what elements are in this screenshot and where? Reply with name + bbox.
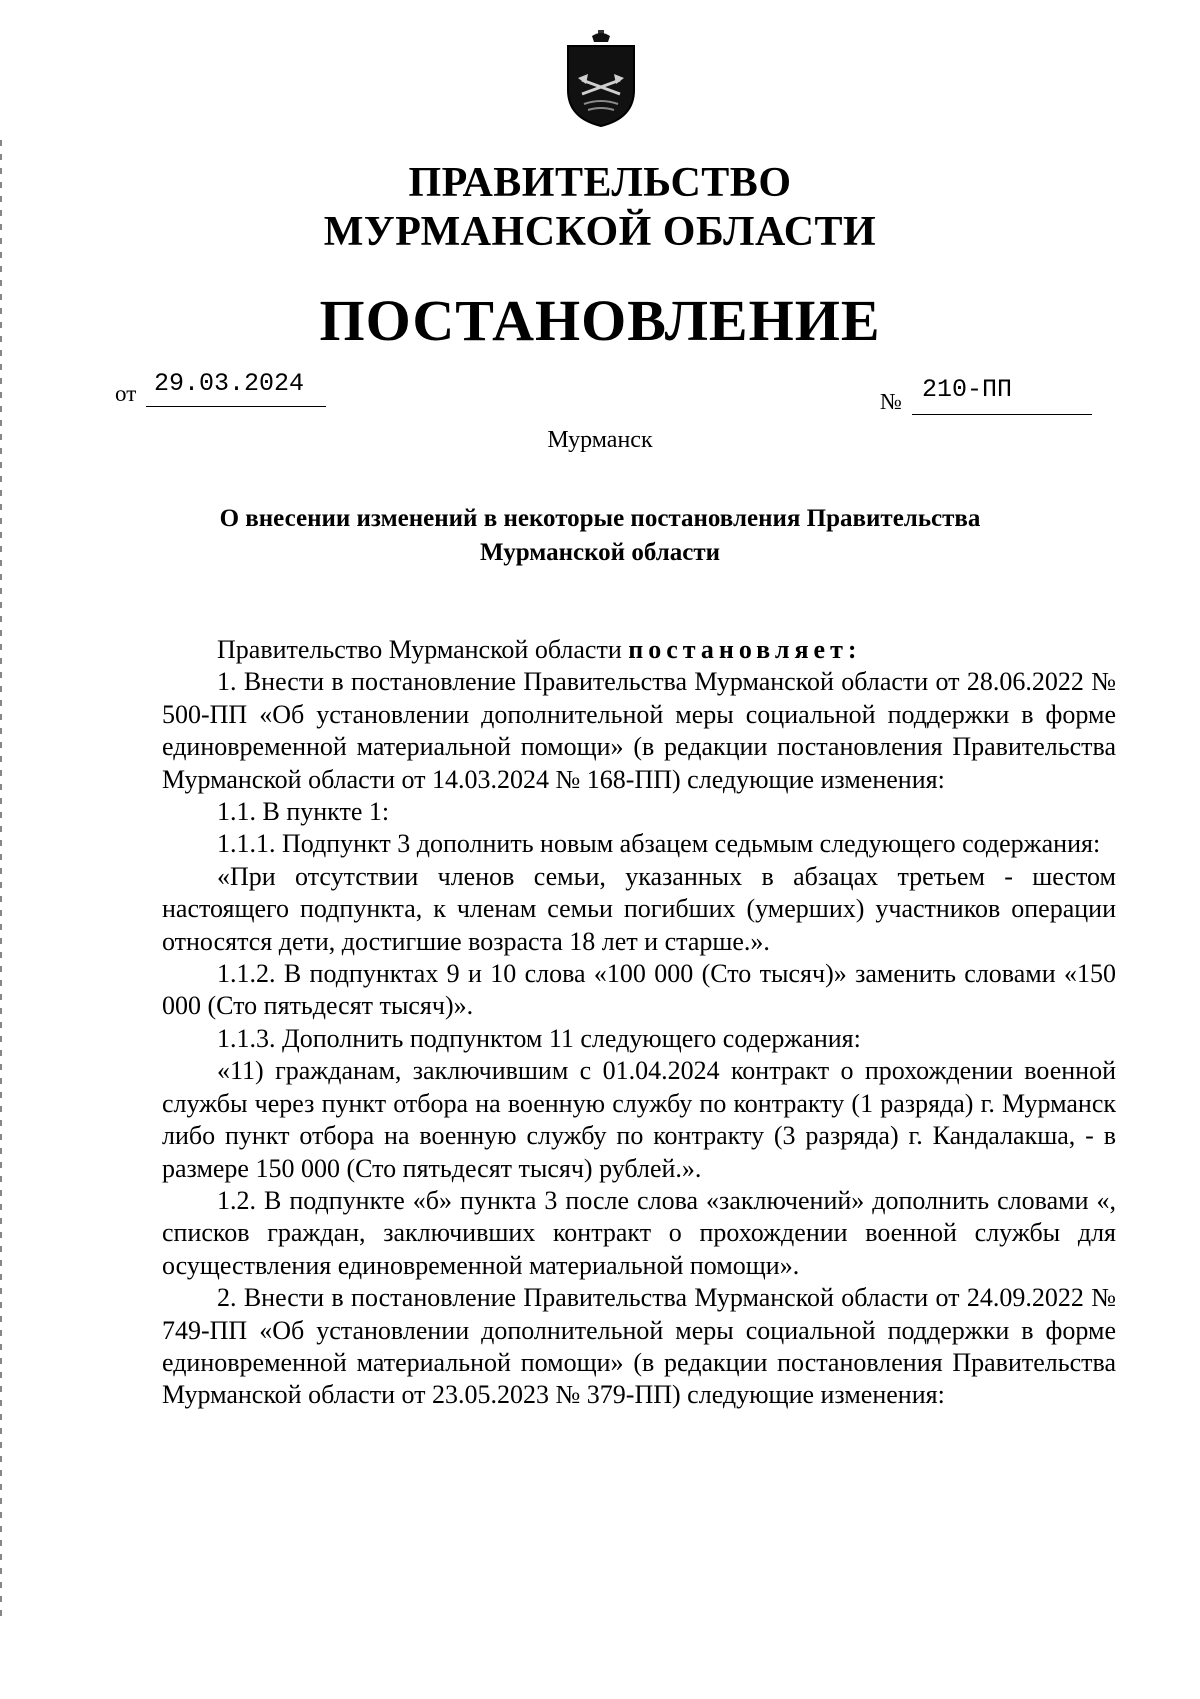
- intro-paragraph: [162, 634, 1116, 666]
- scan-edge-mark: [0, 140, 2, 1620]
- document-number: 210-ПП: [912, 373, 1092, 415]
- paragraph-1-1-2: 1.1.2. В подпунктах 9 и 10 слова «100 000 (Сто тысяч)» заменить словами «150 000 (Сто пятьдесят тысяч)».: [162, 959, 1116, 1021]
- organization-name-line2: МУРМАНСКОЙ ОБЛАСТИ: [323, 209, 877, 255]
- document-date: 29.03.2024: [146, 367, 326, 407]
- document-body: [162, 634, 1116, 1412]
- paragraph-1: 1. Внести в постановление Правительства Мурманской области от 28.06.2022 № 500-ПП «Об установлении дополнительной меры социальной поддержки в форме единовременной материальной помощи» (в редакции постановления Правительства Мурманской области от 14.03.2024 № 168-ПП) следующие изменения:: [162, 667, 1116, 794]
- document-title: [150, 502, 1050, 570]
- murmansk-coat-of-arms-icon: [562, 28, 640, 128]
- intro-emphasis: постановляет:: [628, 635, 862, 664]
- paragraph-1-1-3: 1.1.3. Дополнить подпунктом 11 следующего содержания:: [217, 1023, 861, 1053]
- quoted-subpoint-11: «11) гражданам, заключившим с 01.04.2024 контракт о прохождении военной службы через пункт отбора на военную службу по контракту (1 разряда) г. Мурманск либо пункт отбора на военную службу по контракту (3 разряда) г. Кандалакша, - в размере 150 000 (Сто пятьдесят тысяч) рублей.».: [162, 1056, 1116, 1183]
- document-type: ПОСТАНОВЛЕНИЕ: [319, 288, 881, 353]
- paragraph-1-1: 1.1. В пункте 1:: [217, 797, 390, 827]
- document-title-line1: О внесении изменений в некоторые постановления Правительства: [219, 505, 981, 532]
- city: Мурманск: [547, 427, 653, 453]
- date-label: от: [115, 381, 137, 406]
- number-label: №: [880, 389, 902, 414]
- quoted-paragraph: «При отсутствии членов семьи, указанных в абзацах третьем - шестом настоящего подпункта, к членам семьи погибших (умерших) участников операции относятся дети, достигшие возраста 18 лет и старше.».: [162, 861, 1116, 956]
- paragraph-2: 2. Внести в постановление Правительства Мурманской области от 24.09.2022 № 749-ПП «Об установлении дополнительной меры социальной поддержки в форме единовременной материальной помощи» (в редакции постановления Правительства Мурманской области от 23.05.2023 № 379-ПП) следующие изменения:: [162, 1283, 1116, 1410]
- document-title-line2: Мурманской области: [479, 539, 721, 566]
- intro-text: Правительство Мурманской области: [217, 635, 622, 664]
- organization-name-line1: ПРАВИТЕЛЬСТВО: [408, 160, 792, 206]
- paragraph-1-2: 1.2. В подпункте «б» пункта 3 после слова «заключений» дополнить словами «, списков граждан, заключивших контракт о прохождении военной службы для осуществления единовременной материальной помощи».: [162, 1185, 1116, 1280]
- paragraph-1-1-1: 1.1.1. Подпункт 3 дополнить новым абзацем седьмым следующего содержания:: [217, 829, 1101, 859]
